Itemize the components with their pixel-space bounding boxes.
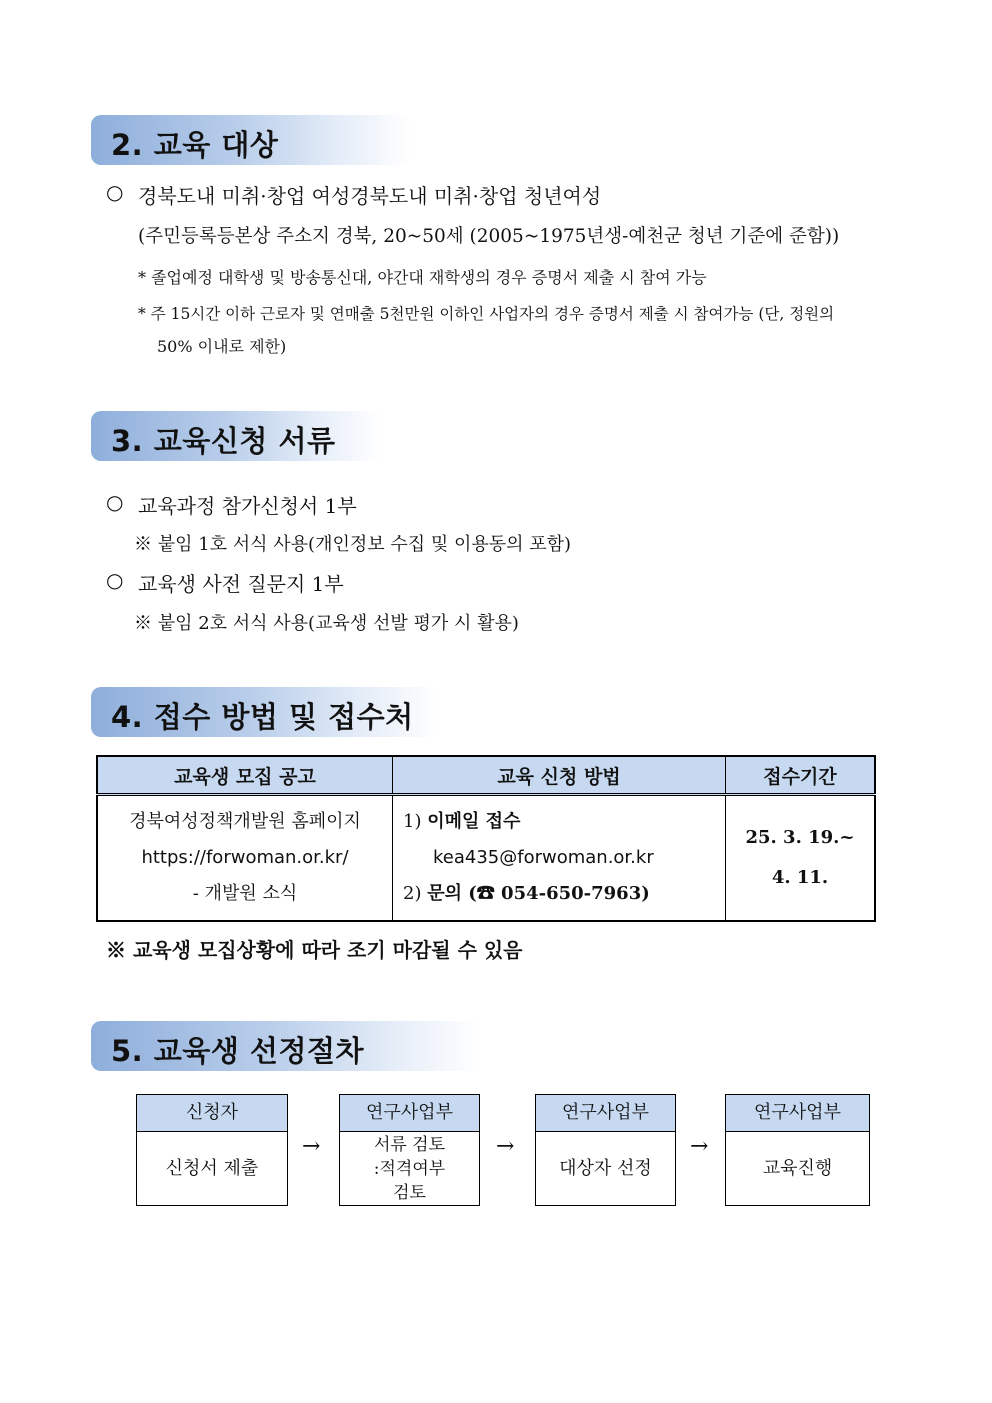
announcement-url[interactable]: https://forwoman.or.kr/	[141, 847, 349, 868]
cell-method	[393, 795, 726, 922]
s3-item2-note: ※ 붙임 2호 서식 사용(교육생 선발 평가 시 활용)	[134, 613, 519, 634]
flow-step-2-body: 서류 검토 :적격여부 검토	[373, 1134, 446, 1203]
method-contact: 문의 (☎ 054-650-7963)	[427, 883, 650, 904]
flow-step-2-head: 연구사업부	[340, 1095, 479, 1132]
flow-step-3-head: 연구사업부	[536, 1095, 675, 1132]
flow-step-4-head: 연구사업부	[726, 1095, 869, 1132]
reception-table-header-row	[97, 756, 875, 795]
method-2-num: 2)	[403, 883, 422, 904]
method-email-address[interactable]: kea435@forwoman.or.kr	[433, 847, 654, 868]
s4-notice: ※ 교육생 모집상황에 따라 조기 마감될 수 있음	[106, 938, 523, 962]
s2-line2: (주민등록등본상 주소지 경북, 20~50세 (2005~1975년생-예천군 청년 기준에 준함))	[138, 226, 840, 247]
flow-step-2	[339, 1094, 480, 1206]
s2-note2a: * 주 15시간 이하 근로자 및 연매출 5천만원 이하인 사업자의 경우 증명서 제출 시 참여가능 (단, 정원의	[138, 305, 835, 323]
s3-item1: 교육과정 참가신청서 1부	[138, 494, 357, 518]
s2-note1: * 졸업예정 대학생 및 방송통신대, 야간대 재학생의 경우 증명서 제출 시 참여 가능	[138, 268, 707, 287]
s3-item2: 교육생 사전 질문지 1부	[138, 572, 344, 596]
section-4-header	[91, 687, 441, 737]
header-announcement: 교육생 모집 공고	[97, 756, 393, 795]
cell-announcement	[97, 795, 393, 922]
flow-step-4-body: 교육진행	[762, 1157, 833, 1179]
header-method: 교육 신청 방법	[393, 756, 726, 795]
section-4-title: 4. 접수 방법 및 접수처	[111, 700, 414, 734]
s3-item1-note: ※ 붙임 1호 서식 사용(개인정보 수집 및 이용동의 포함)	[134, 534, 572, 555]
section-2-header	[91, 115, 411, 165]
announcement-board: - 개발원 소식	[192, 883, 298, 904]
flow-arrow-2: →	[496, 1134, 515, 1159]
flow-step-3-body: 대상자 선정	[559, 1157, 652, 1179]
period-end: 4. 11.	[771, 867, 829, 888]
section-2-title: 2. 교육 대상	[111, 128, 279, 162]
reception-table	[96, 755, 876, 922]
s2-bullet: ○	[106, 180, 124, 204]
s3-bullet-2: ○	[106, 568, 124, 592]
flow-arrow-3: →	[690, 1134, 709, 1159]
section-5-header	[91, 1021, 481, 1071]
s3-bullet-1: ○	[106, 490, 124, 514]
method-1-num: 1)	[403, 811, 422, 832]
method-email-label: 이메일 접수	[427, 811, 521, 832]
period-start: 25. 3. 19.~	[745, 827, 855, 848]
flow-step-1	[136, 1094, 288, 1206]
section-3-title: 3. 교육신청 서류	[111, 424, 336, 458]
flow-arrow-1: →	[302, 1134, 321, 1159]
flow-step-4	[725, 1094, 870, 1206]
s2-note2b: 50% 이내로 제한)	[157, 337, 287, 356]
s2-line1: 경북도내 미취·창업 여성경북도내 미취·창업 청년여성	[138, 184, 602, 208]
cell-period	[726, 795, 876, 922]
flow-step-1-body: 신청서 제출	[165, 1157, 259, 1179]
reception-table-row	[97, 795, 875, 922]
flow-step-3	[535, 1094, 676, 1206]
flow-step-1-head: 신청자	[137, 1095, 287, 1132]
announcement-site: 경북여성정책개발원 홈페이지	[129, 811, 361, 832]
header-period: 접수기간	[726, 756, 876, 795]
section-5-title: 5. 교육생 선정절차	[111, 1034, 364, 1068]
section-3-header	[91, 411, 381, 461]
